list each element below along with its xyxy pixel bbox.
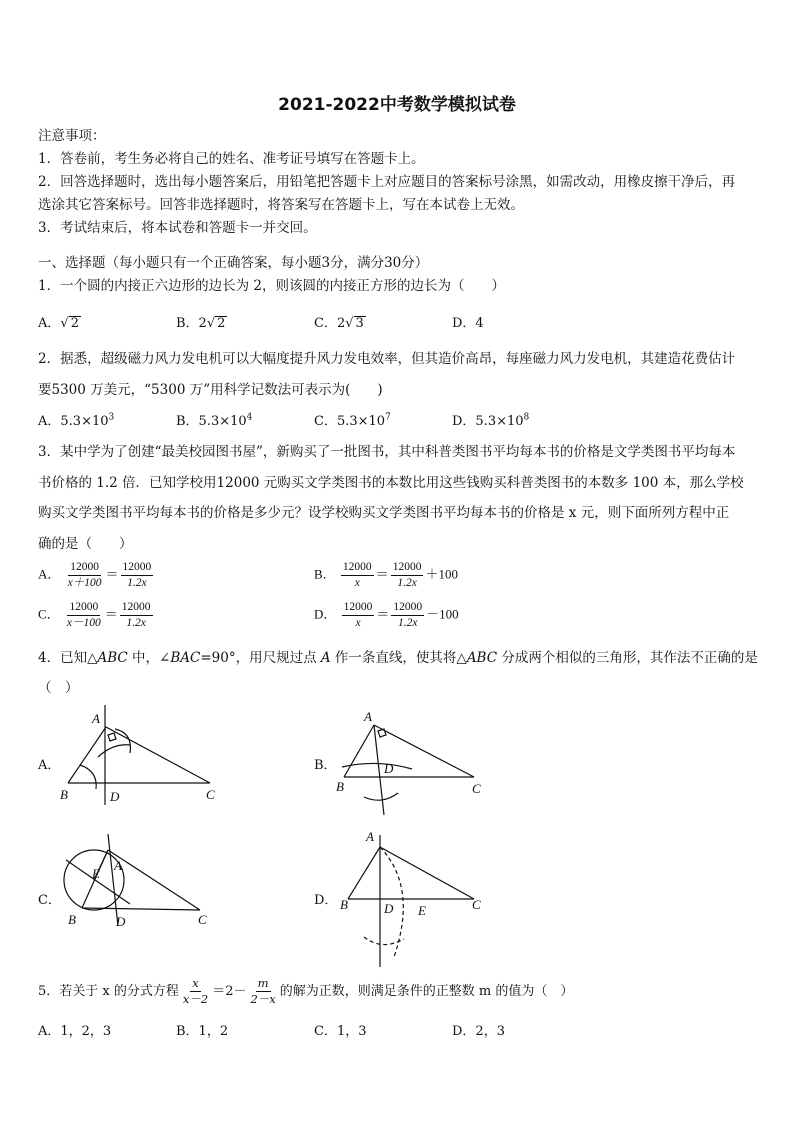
q3-option-a: A． $\frac{12000}{x+100}$ ＝ $\frac{12000}{1.2x}$ — [38, 561, 152, 589]
q2-option-a: A．$5.3\times 10^3$ — [38, 412, 115, 429]
construction-line — [108, 834, 118, 926]
q4-figure-b — [332, 705, 492, 820]
label-d: D — [116, 914, 126, 929]
q3-stem-line2: 书价格的 1.2 倍．已知学校用12000 元购买文学类图书的本数比用这些钱购买科普类图书的本数多 100 本，那么学校 — [38, 475, 744, 491]
q4-stem-line2: （ ） — [38, 680, 79, 696]
q4-stem-line1: 4．已知△ABC 中，∠BAC=90°，用尺规过点 A 作一条直线，使其将△ABC 分成两个相似的三角形，其作法不正确的是 — [38, 650, 758, 666]
q5-option-c: C．1，3 — [314, 1024, 367, 1039]
label-d: D — [384, 901, 394, 916]
q3-stem-line3: 购买文学类图书平均每本书的价格是多少元？设学校购买文学类图书平均每本书的价格是 x 元，则下面所列方程中正 — [38, 505, 730, 521]
right-angle-mark — [108, 733, 116, 741]
label-b: B — [340, 897, 348, 912]
notice-heading: 注意事项： — [38, 128, 106, 144]
q4-option-b-label: B． — [314, 758, 337, 773]
page-title: 2021-2022中考数学模拟试卷 — [278, 95, 516, 115]
label-c: C — [472, 781, 481, 796]
arc-3 — [80, 765, 96, 789]
q3-stem-line1: 3．某中学为了创建“最美校园图书屋”，新购买了一批图书，其中科普类图书平均每本书的价格是文学类图书平均每本 — [38, 444, 736, 460]
arc-dashed-2 — [364, 937, 404, 945]
q1-option-b: B．2√ 2 — [176, 316, 226, 331]
q2-option-b: B．$5.3\times 10^4$ — [176, 412, 253, 429]
q2-option-d: D．$5.3\times 10^8$ — [452, 412, 530, 429]
q1-stem: 1．一个圆的内接正六边形的边长为 2，则该圆的内接正方形的边长为（ ） — [38, 278, 505, 294]
side-ab — [348, 847, 380, 899]
q1-option-c: C．2√ 3 — [314, 316, 364, 331]
label-d: D — [110, 789, 120, 804]
label-e: E — [92, 866, 100, 881]
label-c: C — [198, 912, 207, 927]
q1-option-d: D．4 — [452, 316, 484, 331]
label-b: B — [336, 779, 344, 794]
label-a: A — [114, 858, 122, 873]
q4-figure-a — [58, 705, 228, 810]
side-ac — [380, 847, 474, 899]
arc-2 — [364, 793, 398, 800]
q1-option-a: A．√ 2 — [38, 316, 79, 331]
side-ab — [344, 725, 374, 777]
q4-option-a-label: A． — [38, 758, 61, 773]
q5-stem: 5．若关于 x 的分式方程 $\frac{x}{x-2}$ ＝2－ $\frac{m}{2-x}$ 的解为正数，则满足条件的正整数 m 的值为（ ） — [38, 976, 574, 1006]
q3-option-d: D． $\frac{12000}{x}$ ＝ $\frac{12000}{1.2x}$ －100 — [314, 601, 459, 629]
q4-option-c-label: C． — [38, 893, 61, 908]
label-c: C — [472, 897, 481, 912]
arc-1 — [342, 763, 412, 769]
q5-option-a: A．1，2，3 — [38, 1024, 112, 1039]
q5-option-b: B．1，2 — [176, 1024, 229, 1039]
q2-option-c: C．$5.3\times 10^7$ — [314, 412, 391, 429]
q3-option-b: B． $\frac{12000}{x}$ ＝ $\frac{12000}{1.2x}$ ＋100 — [314, 561, 458, 589]
label-c: C — [206, 787, 215, 802]
construction-line — [374, 725, 384, 815]
notice-item-3: 3．考试结束后，将本试卷和答题卡一并交回。 — [38, 220, 317, 236]
arc-2 — [98, 745, 130, 757]
notice-item-2-cont: 选涂其它答案标号。回答非选择题时，将答案写在答题卡上，写在本试卷上无效。 — [38, 197, 524, 213]
q3-stem-line4: 确的是（ ） — [38, 536, 133, 552]
q3-option-c: C． $\frac{12000}{x-100}$ ＝ $\frac{12000}{1.2x}$ — [38, 601, 151, 629]
q2-stem-line1: 2．据悉，超级磁力风力发电机可以大幅度提升风力发电效率，但其造价高昂，每座磁力风力发电机，其建造花费估计 — [38, 351, 736, 367]
q5-option-d: D．2，3 — [452, 1024, 505, 1039]
label-a: A — [364, 709, 372, 724]
notice-item-2: 2．回答选择题时，选出每小题答案后，用铅笔把答题卡上对应题目的答案标号涂黑，如需改动，用橡皮擦干净后，再 — [38, 174, 736, 190]
q4-figure-d — [332, 825, 492, 970]
q2-stem-line2: 要5300 万美元，“5300 万”用科学记数法可表示为( ) — [38, 382, 383, 398]
label-b: B — [60, 787, 68, 802]
q4-option-d-label: D． — [314, 893, 338, 908]
side-ac — [106, 727, 210, 783]
section-heading: 一、选择题（每小题只有一个正确答案，每小题3分，满分30分） — [38, 255, 429, 271]
label-e: E — [418, 903, 426, 918]
label-b: B — [68, 912, 76, 927]
label-d: D — [384, 761, 394, 776]
label-a: A — [92, 711, 100, 726]
label-a: A — [366, 829, 374, 844]
q4-figure-c — [58, 830, 228, 935]
right-angle-mark — [378, 729, 386, 737]
notice-item-1: 1．答卷前，考生务必将自己的姓名、准考证号填写在答题卡上。 — [38, 151, 425, 167]
